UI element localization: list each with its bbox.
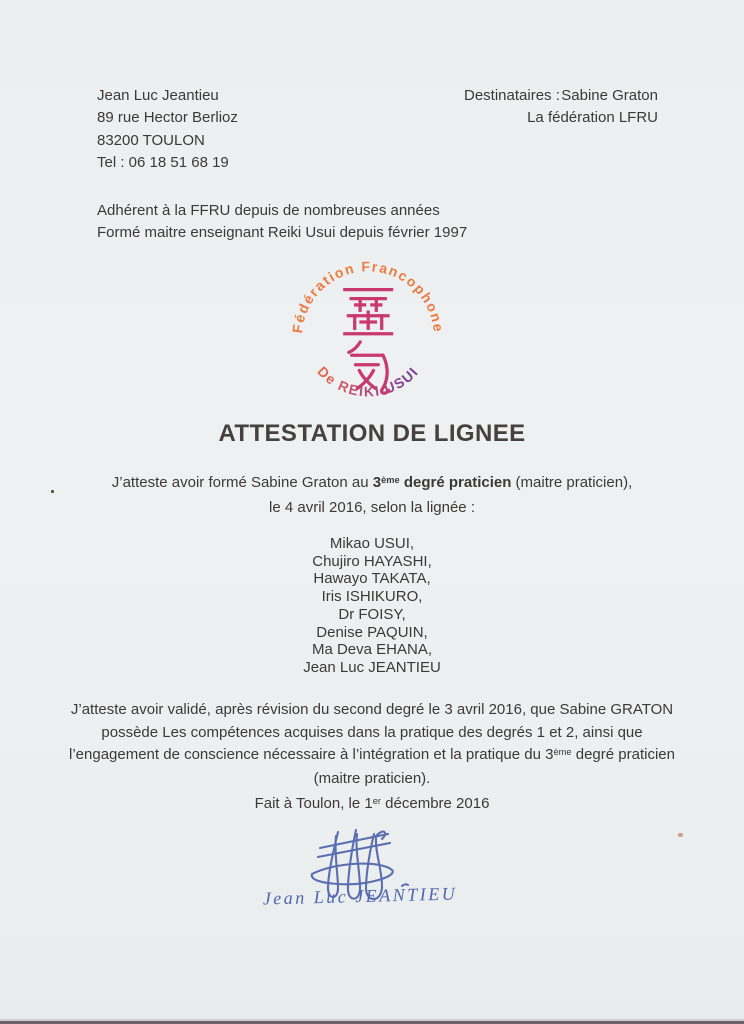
- sender-address-line2: 83200 TOULON: [97, 131, 205, 149]
- ffru-stamp-logo-icon: [288, 254, 448, 418]
- lineage-item: Iris ISHIKURO,: [321, 588, 423, 606]
- recipient-name-2: La fédération LFRU: [527, 109, 658, 127]
- signature-handwritten-name: Jean Luc JEANTIEU: [262, 883, 458, 909]
- logo-arc-bottom-text: De REIKI USUI: [314, 363, 422, 400]
- attestation2-line1: J’atteste avoir validé, après révision du second degré le 3 avril 2016, que Sabine GRATON: [70, 701, 674, 718]
- sender-block: [97, 85, 238, 175]
- dust-speck: [51, 490, 54, 493]
- attestation1-line2: le 4 avril 2016, selon la lignée :: [269, 499, 475, 516]
- lineage-item: Jean Luc JEANTIEU: [303, 658, 441, 676]
- credential-line-2: Formé maitre enseignant Reiki Usui depuis février 1997: [97, 224, 468, 242]
- lineage-item: Dr FOISY,: [338, 605, 406, 623]
- lineage-item: Chujiro HAYASHI,: [312, 552, 432, 570]
- lineage-item: Denise PAQUIN,: [316, 623, 428, 641]
- recipients-label: Destinataires :: [464, 87, 560, 104]
- kanji-rei-icon: [345, 290, 392, 334]
- lineage-item: Hawayo TAKATA,: [313, 570, 431, 588]
- attestation1-line1: J’atteste avoir formé Sabine Graton au 3ème degré praticien (maitre praticien),: [111, 474, 633, 491]
- lineage-item: Mikao USUI,: [329, 535, 415, 552]
- recipient-name-1: Sabine Graton: [561, 87, 658, 104]
- document-title: ATTESTATION DE LIGNEE: [218, 420, 526, 447]
- sender-address-line1: 89 rue Hector Berlioz: [97, 109, 238, 127]
- credentials-block: [97, 200, 467, 245]
- logo-arc-top-text: Fédération Francophone: [289, 258, 447, 335]
- recipients-block: [464, 85, 658, 130]
- attestation2-line3: l’engagement de conscience nécessaire à l’intégration et la pratique du 3ème degré praticien: [69, 746, 675, 764]
- sender-name: Jean Luc Jeantieu: [97, 87, 219, 104]
- closing-date-line: Fait à Toulon, le 1er décembre 2016: [254, 795, 490, 812]
- attestation-paragraph-1: [0, 471, 744, 519]
- credential-line-1: Adhérent à la FFRU depuis de nombreuses années: [97, 202, 440, 219]
- lineage-list: [0, 535, 744, 677]
- lineage-item: Ma Deva EHANA,: [311, 641, 433, 659]
- sender-phone: Tel : 06 18 51 68 19: [97, 154, 229, 172]
- attestation-paragraph-2: [0, 699, 744, 790]
- attestation2-line2: possède Les compétences acquises dans la pratique des degrés 1 et 2, ainsi que: [101, 723, 643, 741]
- dust-speck: [678, 833, 683, 837]
- attestation2-line4: (maitre praticien).: [313, 769, 431, 787]
